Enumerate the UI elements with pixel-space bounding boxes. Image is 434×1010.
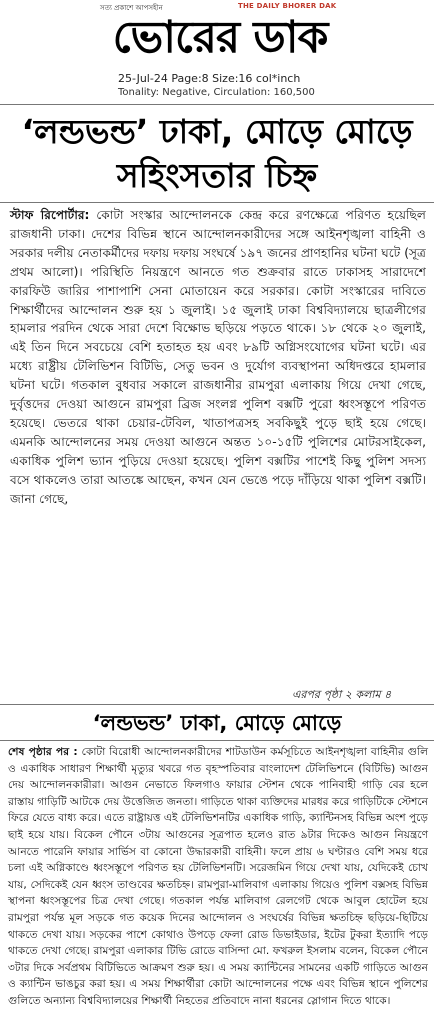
continuation-headline: ‘লন্ডভন্ড’ ঢাকা, মোড়ে মোড়ে — [92, 711, 342, 735]
article-body — [10, 206, 426, 509]
clipping-meta-tonality: Tonality: Negative, Circulation: 160,500 — [118, 87, 315, 98]
masthead-english-name: THE DAILY BHORER DAK — [238, 2, 337, 10]
divider — [0, 704, 434, 705]
headline: ‘লন্ডভন্ড’ ঢাকা, মোড়ে মোড়ে সহিংসতার চিহ্ন — [21, 112, 413, 195]
newspaper-logo: ভোরের ডাক — [112, 12, 328, 63]
divider — [0, 740, 434, 741]
divider — [0, 104, 434, 105]
article-text: কোটা সংস্কার আন্দোলনকে কেন্দ্র করে রণক্ষেত্রে পরিণত হয়েছিল রাজধানী ঢাকা। দেশের বিভিন্ন স্থানে আন্দোলনকারীদের সঙ্গে আইনশৃঙ্খলা বাহিনী ও সরকার দলীয় নেতাকর্মীদের দফায় দফায় সংঘর্ষে ১৯৭ জনের প্রাণহানির ঘটনা ঘটে (সূত্র প্রথম আলো)। পরিস্থিতি নিয়ন্ত্রণে আনতে গত শুক্রবার রাতে ঢাকাসহ সারাদেশে কারফিউ জারির পাশাপাশি সেনা মোতায়েন করে সরকার। কোটা সংস্কারের দাবিতে শিক্ষার্থীদের আন্দোলন শুরু হয় ১ জুলাই। ১৫ জুলাই ঢাকা বিশ্ববিদ্যালয়ে ছাত্রলীগের হামলার পরদিন থেকে সারা দেশে বিক্ষোভ ছড়িয়ে পড়তে থাকে। ১৮ থেকে ২০ জুলাই, এই তিন দিনে সবচেয়ে বেশি হতাহত হয় এবং ৮৯টি অগ্নিসংযোগের ঘটনা ঘটে। এর মধ্যে রাষ্ট্রীয় টেলিভিশন বিটিভি, সেতু ভবন ও দুর্যোগ ব্যবস্থাপনা অধিদপ্তরে হামলার ঘটনা ঘটে। গতকাল বুধবার সকালে রাজধানীর রামপুরা এলাকায় গিয়ে দেখা গেছে, দুর্বৃত্তদের দেওয়া আগুনে রামপুরা ব্রিজ সংলগ্ন পুলিশ বক্সটি পুরো ধ্বংসস্তূপে পরিণত হয়েছে। ভেতরে থাকা চেয়ার-টেবিল, খাতাপত্রসহ সবকিছুই পুড়ে ছাই হয়ে গেছে। এমনকি আন্দোলনের সময় দেওয়া আগুনে অন্তত ১০-১৫টি পুলিশের মোটরসাইকেল, একাধিক পুলিশ ভ্যান পুড়িয়ে দেওয়া হয়েছে। পুলিশ বক্সটির পাশেই কিছু পুলিশ সদস্য বসে থাকলেও তারা আতঙ্কে আছেন, কখন যেন ভেঙে পড়ে দাঁড়িয়ে থাকা পুলিশ বক্সটি। জানা গেছে, — [10, 208, 426, 506]
continuation-text: কোটা বিরোধী আন্দোলনকারীদের শাটডাউন কর্মসূচিতে আইনশৃঙ্খলা বাহিনীর গুলি ও একাধিক সাধারণ শিক্ষার্থী মৃত্যুর খবরে গত বৃহস্পতিবার বাংলাদেশ টেলিভিশনে (বিটিভি) আগুন দেয় আন্দোলনকারীরা। আগুন নেভাতে ফিলগাও ফায়ার স্টেশন থেকে পানিবাহী গাড়ি বের হলে রাস্তায় গাড়িটি আটকে দেয় উত্তেজিত জনতা। গাড়িতে থাকা ব্যক্তিদের মারধর করে গাড়িটিকে স্টেশনে ফিরে যেতে বাধ্য করে। এতে রাষ্ট্রায়ত্ত এই টেলিভিশনটির একাধিক গাড়ি, ক্যান্টিনসহ বিভিন্ন অংশ পুড়ে ছাই হয়ে যায়। বিকেল পৌনে ৩টায় আগুনের সূত্রপাত হলেও রাত ৯টার দিকেও আগুন নিয়ন্ত্রণে আনতে পারেনি ফায়ার সার্ভিস বা কোনো উদ্ধারকারী বাহিনী। ফলে প্রায় ৬ ঘণ্টারও বেশি সময় ধরে চলা এই অগ্নিকাণ্ডে ধ্বংসস্তূপে পরিণত হয় টেলিভিশনটি। সরেজমিন গিয়ে দেখা যায়, যেদিকেই চোখ যায়, সেদিকেই যেন ধ্বংস তাণ্ডবের ক্ষতচিহ্ন। রামপুরা-মালিবাগ এলাকায় গিয়েও পুলিশ বক্সসহ বিভিন্ন স্থাপনা ধ্বংসস্তূপের চিত্র দেখা গেছে। গতকাল পর্যন্ত মালিবাগ রেলগেট থেকে আবুল হোটেল হয়ে রামপুরা পর্যন্ত মূল সড়কে গত কয়েক দিনের আন্দোলন ও সংঘর্ষের বিভিন্ন ক্ষতচিহ্ন ছড়িয়ে-ছিটিয়ে থাকতে দেখা যায়। সড়কের পাশে কোথাও উপড়ে ফেলা রোড ডিভাইডার, ইটের টুকরা ইত্যাদি পড়ে থাকতে দেখা গেছে। রামপুরা এলাকার টিভি রোডে বাসিন্দা মো. ফখরুল ইসলাম বলেন, বিকেল পৌনে ৩টার দিকে সর্বপ্রথম বিটিভিতে আক্রমণ শুরু হয়। এ সময় ক্যান্টিনের সামনের একটি গাড়িতে আগুন ও ক্যান্টিন ভাঙচুর করা হয়। এ সময় শিক্ষার্থীরা কোটা আন্দোলনের পক্ষে এবং বিভিন্ন স্থানে পুলিশের গুলিতে অন্যান্য বিশ্ববিদ্যালয়ের শিক্ষার্থী নিহতের প্রতিবাদে নানা ধরনের স্লোগান দিতে থাকে। — [8, 746, 428, 1007]
continued-note: এরপর পৃষ্ঠা ২ কলাম ৪ — [292, 688, 392, 701]
masthead — [0, 0, 434, 70]
continuation-byline: শেষ পৃষ্ঠার পর : — [8, 746, 78, 758]
continuation-body — [8, 744, 428, 1010]
divider — [0, 202, 434, 203]
byline: স্টাফ রিপোর্টার: — [10, 208, 90, 222]
masthead-tagline: সত্য প্রকাশে আপসহীন — [100, 4, 163, 12]
clipping-meta-page-size: 25-Jul-24 Page:8 Size:16 col*inch — [118, 72, 301, 85]
